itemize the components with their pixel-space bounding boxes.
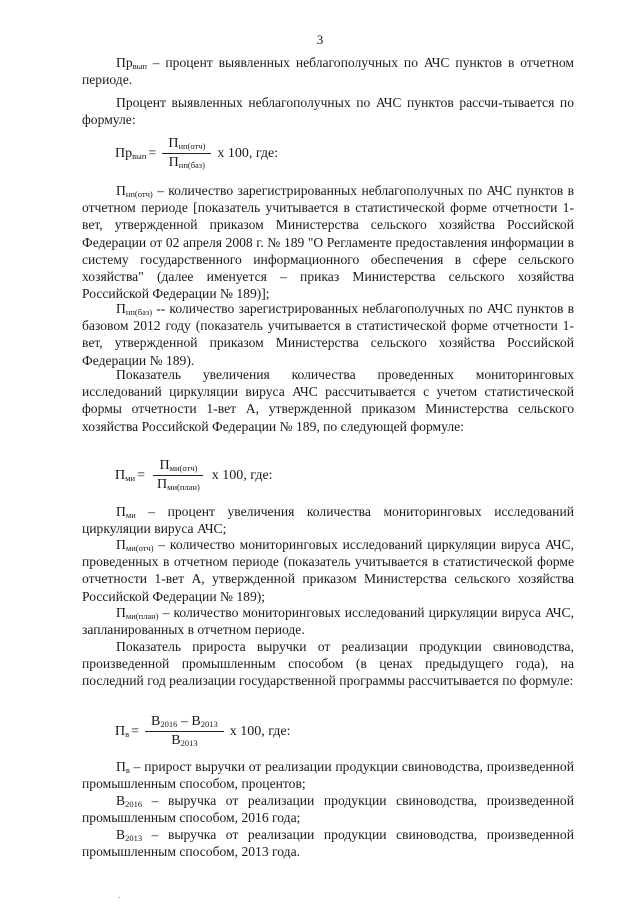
formula-tail: x 100, где: bbox=[229, 723, 291, 739]
symbol: Пр bbox=[116, 55, 133, 70]
symbol-subscript: нп(баз) bbox=[125, 307, 153, 317]
paragraph-pmi-definition bbox=[82, 503, 574, 537]
symbol-subscript: 2016 bbox=[125, 799, 143, 809]
numerator: $П_{нп(отч)}$ bbox=[162, 136, 211, 154]
equals-sign: = bbox=[148, 145, 157, 161]
symbol: П bbox=[116, 183, 126, 198]
symbol-subscript: ми bbox=[125, 510, 136, 520]
numerator: $В_{2016} - В_{2013}$ bbox=[145, 714, 224, 732]
definition-text: – прирост выручки от реализации продукции свиноводства, произведенной промышленным способом, процентов; bbox=[82, 759, 574, 792]
symbol-subscript: нп(отч) bbox=[125, 189, 153, 199]
numerator: $П_{ми(отч)}$ bbox=[153, 458, 203, 476]
formula-prvyp bbox=[115, 136, 278, 171]
denominator: $В_{2013}$ bbox=[171, 733, 198, 748]
paragraph-prvyp-definition bbox=[82, 54, 574, 88]
symbol: В bbox=[116, 827, 126, 842]
paragraph-v2013-definition bbox=[82, 826, 574, 860]
definition-text: -- количество зарегистрированных неблагополучных по АЧС пунктов в базовом 2012 году (показатель учитывается в статистической форме отчетности 1-вет, утвержденной приказом Министерства сельского хозяйства Российской Федерации № 189). bbox=[82, 301, 574, 368]
paragraph-pmi-plan-definition bbox=[82, 604, 574, 638]
symbol: П bbox=[116, 759, 126, 774]
denominator: $П_{нп(баз)}$ bbox=[168, 155, 205, 170]
formula-lhs: $П_в$ bbox=[115, 723, 130, 739]
definition-text: – количество зарегистрированных неблагополучных по АЧС пунктов в отчетном периоде [показатель учитывается в статистической форме отчетности 1-вет, утвержденной приказом Министерства сельского хозяйства Российской Федерации от 02 апреля 2008 г. № 189 "О Регламенте предоставления информации в систему государственного информационного обеспечения в сфере сельского хозяйства" (далее именуется – приказ Министерства сельского хозяйства Российской Федерации № 189)]; bbox=[82, 183, 574, 302]
paragraph-pnp-baz-definition bbox=[82, 300, 574, 369]
symbol-subscript: вып bbox=[132, 61, 147, 71]
paragraph-v2016-definition bbox=[82, 792, 574, 826]
paragraph-pmi-otch-definition bbox=[82, 536, 574, 605]
paragraph-formula-intro-3: Показатель прироста выручки от реализации продукции свиноводства, произведенной промышленным способом (в ценах предыдущего года), на последний год реализации государственной программы рассчитывается по формуле: bbox=[82, 639, 574, 689]
paragraph-pnp-otch-definition bbox=[82, 182, 574, 302]
definition-text: – выручка от реализации продукции свиноводства, произведенной промышленным способом, 2016 года; bbox=[82, 793, 574, 826]
fraction bbox=[151, 458, 206, 493]
denominator: $П_{ми(план)}$ bbox=[156, 477, 200, 492]
definition-text: – процент увеличения количества мониторинговых исследований циркуляции вируса АЧС; bbox=[82, 504, 574, 537]
formula-tail: x 100, где: bbox=[211, 467, 273, 483]
symbol-subscript: ми(план) bbox=[125, 611, 159, 621]
fraction bbox=[145, 714, 224, 749]
paragraph-pv-definition bbox=[82, 758, 574, 792]
equals-sign: = bbox=[131, 723, 140, 739]
formula-tail: x 100, где: bbox=[217, 145, 279, 161]
scan-mark: . bbox=[118, 890, 121, 900]
fraction bbox=[162, 136, 211, 171]
symbol: В bbox=[116, 793, 126, 808]
definition-text: – процент выявленных неблагополучных по АЧС пунктов в отчетном периоде. bbox=[82, 55, 574, 88]
equals-sign: = bbox=[137, 467, 145, 483]
paragraph-formula-intro-1: Процент выявленных неблагополучных по АЧС пунктов рассчи-тывается по формуле: bbox=[82, 95, 574, 128]
symbol: П bbox=[116, 537, 126, 552]
definition-text: – выручка от реализации продукции свиноводства, произведенной промышленным способом, 2013 года. bbox=[82, 827, 574, 860]
symbol-subscript: ми(отч) bbox=[125, 543, 154, 553]
symbol: П bbox=[116, 504, 126, 519]
symbol-subscript: 2013 bbox=[125, 833, 143, 843]
formula-lhs: $Пр_{вып}$ bbox=[115, 145, 147, 161]
symbol: П bbox=[116, 301, 126, 316]
symbol: П bbox=[116, 605, 126, 620]
formula-pv bbox=[115, 714, 291, 749]
symbol-subscript: в bbox=[125, 765, 130, 775]
definition-text: – количество мониторинговых исследований циркуляции вируса АЧС, запланированных в отчетном периоде. bbox=[82, 605, 574, 638]
paragraph-formula-intro-2: Показатель увеличения количества проведенных мониторинговых исследований циркуляции вируса АЧС рассчитывается с учетом статистической формы отчетности 1-вет А, утвержденной приказом Министерства сельского хозяйства Российской Федерации № 189, по следующей формуле: bbox=[82, 367, 574, 434]
definition-text: – количество мониторинговых исследований циркуляции вируса АЧС, проведенных в отчетном периоде (показатель учитывается в статистической форме отчетности 1-вет А, утвержденной приказом Министерства сельского хозяйства Российской Федерации № 189); bbox=[82, 537, 574, 604]
formula-pmi bbox=[115, 458, 273, 493]
page-number: 3 bbox=[316, 32, 324, 47]
formula-lhs: $П_{ми}$ bbox=[115, 467, 136, 483]
